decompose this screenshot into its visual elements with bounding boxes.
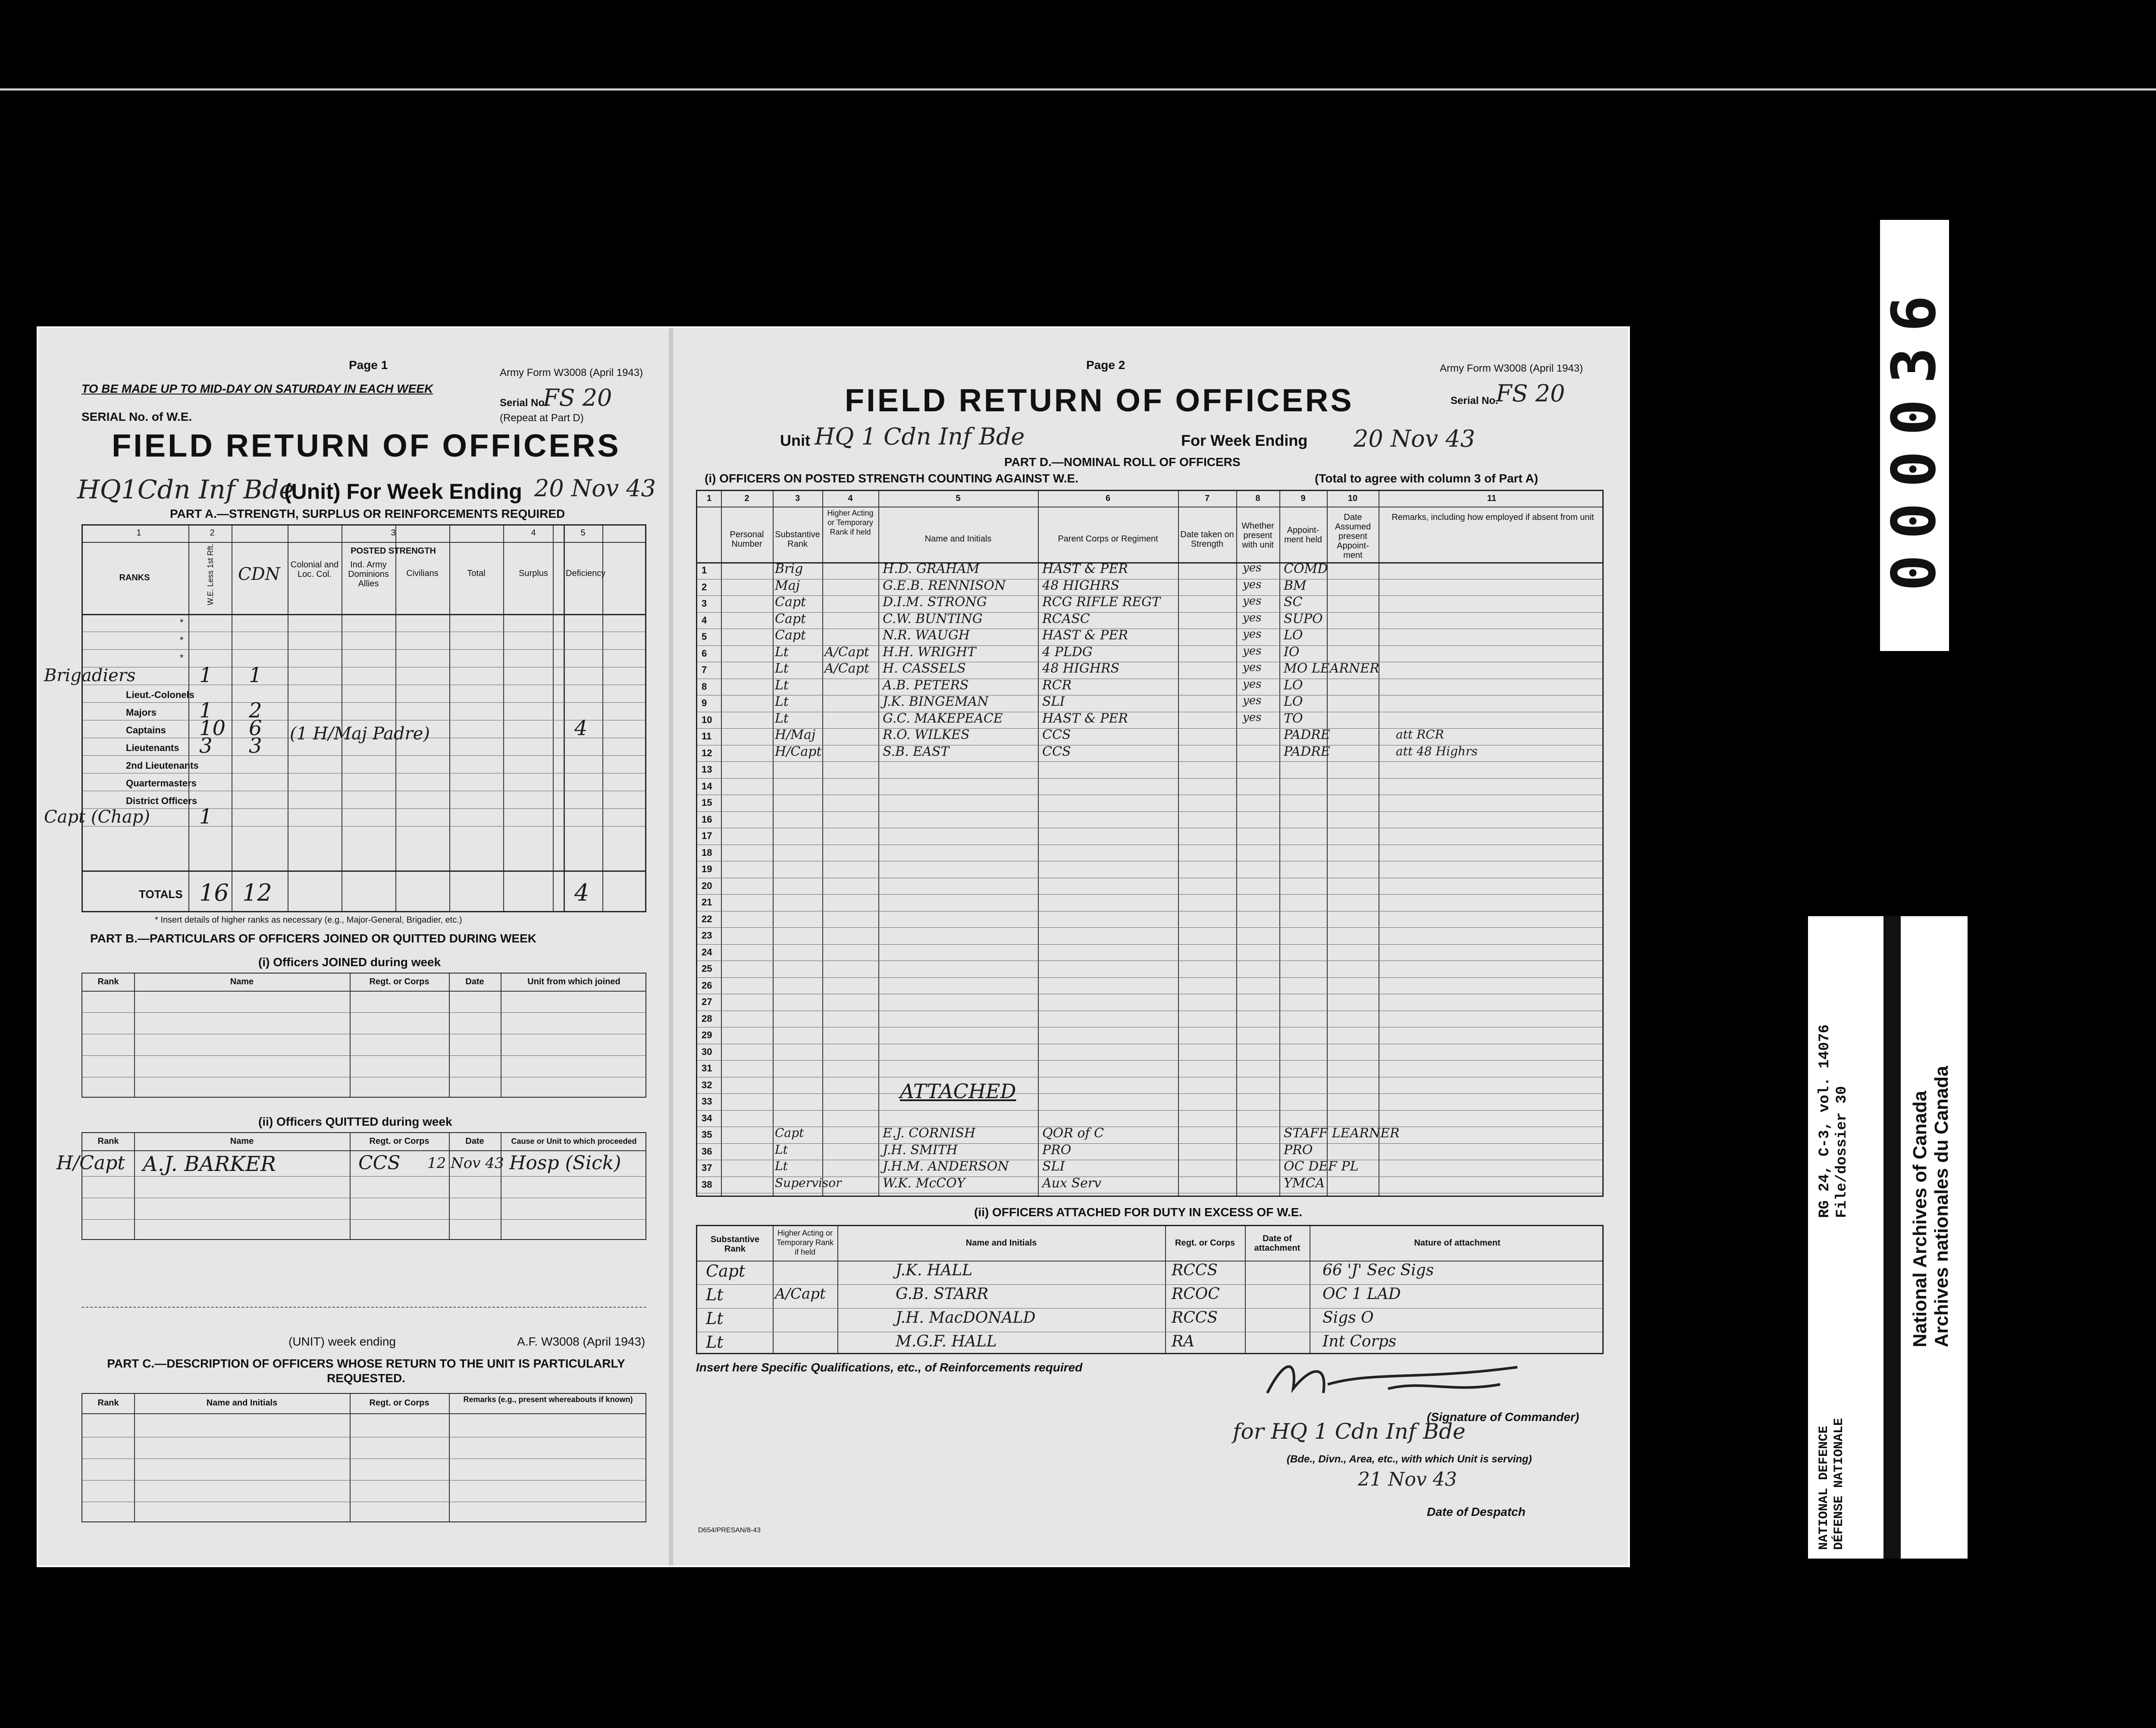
cdn-header: CDN xyxy=(238,564,280,584)
joined-title: (i) Officers JOINED during week xyxy=(258,955,441,969)
roll-acting: A/Capt xyxy=(824,661,869,676)
attached-name: W.K. McCOY xyxy=(883,1175,965,1191)
ex-rank-header: Substantive Rank xyxy=(710,1235,760,1254)
archive-label xyxy=(1808,916,1968,1559)
attached-rank: Supervisor xyxy=(775,1175,842,1190)
week-ending-value: 20 Nov 43 xyxy=(534,475,656,502)
printer-mark: D654/PRESAN/8-43 xyxy=(698,1527,761,1534)
roll-acting: A/Capt xyxy=(824,644,869,660)
roll-name: A.B. PETERS xyxy=(883,677,969,693)
attached-corps: Aux Serv xyxy=(1042,1175,1102,1191)
roll-rank: H/Capt xyxy=(775,744,822,759)
page-2-serial-label: Serial No. xyxy=(1451,395,1498,407)
roll-row-number: 27 xyxy=(702,996,712,1007)
roll-row-number: 10 xyxy=(702,714,712,725)
unit-label-2: Unit xyxy=(780,432,810,449)
roll-col-number: 3 xyxy=(795,494,800,503)
col-num-5: 5 xyxy=(580,528,586,538)
unit-label: (Unit) For Week Ending xyxy=(284,479,522,504)
roll-name: G.C. MAKEPEACE xyxy=(883,711,1003,726)
joined-corps-header: Regt. or Corps xyxy=(369,977,429,986)
roll-col-number: 4 xyxy=(848,494,853,503)
roll-row-number: 28 xyxy=(702,1013,712,1024)
cdn-value: 1 xyxy=(249,663,262,687)
roll-appointment: PADRE xyxy=(1284,744,1330,759)
rank-label: Capt (Chap) xyxy=(44,807,150,827)
roll-present: yes xyxy=(1243,711,1262,724)
col-num-3: 3 xyxy=(391,528,396,538)
rank-label: District Officers xyxy=(126,795,197,806)
rank-marker: * xyxy=(180,617,184,628)
roll-col-number: 1 xyxy=(706,494,712,503)
c-rank-header: Rank xyxy=(97,1398,119,1408)
totals-label: TOTALS xyxy=(139,888,183,901)
joined-date-header: Date xyxy=(465,977,484,986)
cdn-value: 3 xyxy=(249,734,262,758)
roll-row-number: 34 xyxy=(702,1112,712,1124)
roll-name: H.D. GRAHAM xyxy=(883,561,980,576)
roll-row-number: 8 xyxy=(702,681,707,692)
film-edge-line xyxy=(0,88,2156,91)
dept-french: DÉFENSE NATIONALE xyxy=(1832,1418,1846,1550)
roll-row-number: 29 xyxy=(702,1030,712,1040)
roll-appt-header: Appoint- ment held xyxy=(1284,526,1322,545)
rank-label: Brigadiers xyxy=(44,666,136,686)
roll-row-number: 12 xyxy=(702,747,712,758)
c-name-header: Name and Initials xyxy=(206,1398,278,1408)
roll-row-number: 11 xyxy=(702,731,712,742)
roll-name: H. CASSELS xyxy=(883,661,966,676)
roll-corps: HAST & PER xyxy=(1042,711,1128,726)
totals-cdn: 12 xyxy=(242,879,272,906)
ex-corps-header: Regt. or Corps xyxy=(1175,1238,1235,1248)
roll-appointment: BM xyxy=(1284,578,1307,593)
excess-acting: A/Capt xyxy=(775,1285,826,1302)
roll-col-number: 10 xyxy=(1348,494,1358,503)
padre-note: (1 H/Maj Padre) xyxy=(290,724,430,744)
roll-corps: HAST & PER xyxy=(1042,628,1128,643)
roll-row-number: 36 xyxy=(702,1146,712,1157)
roll-corps: 48 HIGHRS xyxy=(1042,661,1119,676)
excess-name: J.H. MacDONALD xyxy=(896,1309,1036,1327)
roll-row-number: 13 xyxy=(702,764,712,775)
nac-french: Archives nationales du Canada xyxy=(1931,1066,1952,1347)
footnote: * Insert details of higher ranks as necessary (e.g., Major-General, Brigadier, etc.) xyxy=(155,915,462,925)
instruction-text: TO BE MADE UP TO MID-DAY ON SATURDAY IN EACH WEEK xyxy=(81,382,433,395)
roll-appointment: TO xyxy=(1284,711,1303,726)
roll-row-number: 15 xyxy=(702,797,712,808)
rank-label: Lieut.-Colonels xyxy=(126,689,194,700)
roll-row-number: 7 xyxy=(702,664,707,675)
roll-row-number: 4 xyxy=(702,614,707,626)
rank-label: 2nd Lieutenants xyxy=(126,760,199,771)
roll-row-number: 32 xyxy=(702,1079,712,1090)
roll-row-number: 2 xyxy=(702,581,707,592)
roll-col-number: 8 xyxy=(1255,494,1260,503)
quitted-title: (ii) Officers QUITTED during week xyxy=(258,1115,452,1128)
formation-label: (Bde., Divn., Area, etc., with which Unit is serving) xyxy=(1287,1453,1532,1465)
part-c-table xyxy=(81,1393,646,1522)
rank-label: Captains xyxy=(126,725,166,736)
roll-corps: CCS xyxy=(1042,727,1071,742)
roll-appointment: SC xyxy=(1284,595,1303,610)
ranks-header: RANKS xyxy=(119,573,150,582)
roll-row-number: 26 xyxy=(702,980,712,991)
roll-corps: 4 PLDG xyxy=(1042,644,1093,660)
roll-name-header: Name and Initials xyxy=(924,534,992,544)
roll-corps: HAST & PER xyxy=(1042,561,1128,576)
roll-name: R.O. WILKES xyxy=(883,727,970,742)
quitted-table xyxy=(56,1132,646,1240)
attached-name: J.H.M. ANDERSON xyxy=(883,1159,1009,1174)
excess-name: G.B. STARR xyxy=(896,1285,989,1303)
roll-rank: Maj xyxy=(775,578,800,593)
roll-col-number: 7 xyxy=(1204,494,1210,503)
quitted-name: A.J. BARKER xyxy=(143,1152,276,1176)
excess-nature: OC 1 LAD xyxy=(1322,1285,1401,1303)
excess-corps: RCCS xyxy=(1172,1309,1218,1327)
roll-acting-header: Higher Acting or Temporary Rank if held xyxy=(827,509,874,536)
roll-rank: Lt xyxy=(775,711,789,726)
quitted-name-header: Name xyxy=(230,1136,254,1146)
ex-acting-header: Higher Acting or Temporary Rank if held xyxy=(776,1229,834,1256)
deficiency-header: Deficiency xyxy=(566,569,606,578)
roll-col-number: 6 xyxy=(1105,494,1111,503)
roll-rank: Lt xyxy=(775,644,789,660)
roll-remarks: att RCR xyxy=(1396,727,1444,742)
serial-label: Serial No. xyxy=(500,397,548,409)
roll-row-number: 35 xyxy=(702,1129,712,1140)
ex-nature-header: Nature of attachment xyxy=(1414,1238,1501,1248)
we-value: 1 xyxy=(199,663,213,687)
sub-i-note: (Total to agree with column 3 of Part A) xyxy=(1315,472,1539,485)
roll-rank: Capt xyxy=(775,595,806,610)
roll-row-number: 14 xyxy=(702,780,712,792)
joined-name-header: Name xyxy=(230,977,254,986)
quitted-cause: Hosp (Sick) xyxy=(509,1152,621,1174)
total-header: Total xyxy=(467,569,486,578)
roll-appointment: LO xyxy=(1284,628,1303,643)
insert-note: Insert here Specific Qualifications, etc., of Reinforcements required xyxy=(696,1361,1083,1374)
roll-corps: CCS xyxy=(1042,744,1071,759)
quitted-corps: CCS xyxy=(358,1152,401,1174)
army-form-label: Army Form W3008 (April 1943) xyxy=(500,367,643,379)
roll-remarks: att 48 Highrs xyxy=(1396,744,1478,758)
totals-we: 16 xyxy=(199,879,229,906)
roll-corps: RCG RIFLE REGT xyxy=(1042,595,1161,610)
roll-name: H.H. WRIGHT xyxy=(883,644,976,660)
roll-name: D.I.M. STRONG xyxy=(883,595,987,610)
totals-deficiency: 4 xyxy=(574,879,589,906)
excess-rank: Lt xyxy=(706,1333,724,1352)
excess-rank: Lt xyxy=(706,1285,724,1304)
posted-strength-header: POSTED STRENGTH xyxy=(351,546,436,556)
dept-english: NATIONAL DEFENCE xyxy=(1817,1425,1831,1550)
page-1-title: FIELD RETURN OF OFFICERS xyxy=(112,428,621,463)
roll-present: yes xyxy=(1243,694,1262,707)
roll-corps: RCR xyxy=(1042,677,1072,693)
roll-row-number: 33 xyxy=(702,1096,712,1107)
roll-col-number: 9 xyxy=(1300,494,1306,503)
joined-rank-header: Rank xyxy=(97,977,119,986)
roll-rank: Capt xyxy=(775,611,806,626)
roll-row-number: 5 xyxy=(702,631,707,642)
nominal-roll-table xyxy=(696,490,1604,1197)
roll-remarks-header: Remarks, including how employed if absent from unit xyxy=(1391,513,1594,522)
roll-appointment: PADRE xyxy=(1284,727,1330,742)
roll-present-header: Whether present with unit xyxy=(1241,521,1274,550)
roll-appointment: SUPO xyxy=(1284,611,1323,626)
roll-row-number: 38 xyxy=(702,1179,712,1190)
attached-rank: Lt xyxy=(775,1159,788,1173)
quitted-date: 12 Nov 43 xyxy=(427,1155,504,1172)
excess-corps: RA xyxy=(1172,1333,1195,1350)
roll-corps: RCASC xyxy=(1042,611,1090,626)
col-num-1: 1 xyxy=(136,528,141,538)
page-1 xyxy=(44,345,664,1548)
rank-marker: * xyxy=(180,652,184,663)
part-c-title: PART C.—DESCRIPTION OF OFFICERS WHOSE RETURN TO THE UNIT IS PARTICULARLY REQUESTED. xyxy=(107,1357,625,1385)
roll-present: yes xyxy=(1243,561,1262,574)
rank-label: Majors xyxy=(126,707,157,718)
roll-rank: H/Maj xyxy=(775,727,816,742)
attached-appointment: YMCA xyxy=(1284,1175,1325,1191)
roll-row-number: 18 xyxy=(702,847,712,858)
unit-value: HQ1Cdn Inf Bde xyxy=(77,475,295,505)
excess-name: M.G.F. HALL xyxy=(896,1333,997,1350)
roll-personal-number-header: Personal Number xyxy=(730,530,764,549)
roll-present: yes xyxy=(1243,578,1262,591)
we-value: 1 xyxy=(199,698,213,723)
roll-col-number: 11 xyxy=(1487,494,1497,503)
roll-present: yes xyxy=(1243,677,1262,691)
col-num-2: 2 xyxy=(210,528,215,538)
roll-rank: Lt xyxy=(775,677,789,693)
page-2-label: Page 2 xyxy=(1086,358,1125,372)
frame-number-stamp xyxy=(1880,220,1949,651)
roll-row-number: 16 xyxy=(702,814,712,825)
excess-corps: RCOC xyxy=(1172,1285,1220,1303)
we-header: W.E. Less 1st Rft. xyxy=(206,543,215,605)
col-num-4: 4 xyxy=(531,528,536,538)
roll-col-number: 2 xyxy=(744,494,749,503)
roll-rank-header: Substantive Rank xyxy=(775,530,820,549)
part-a-title: PART A.—STRENGTH, SURPLUS OR REINFORCEMENTS REQUIRED xyxy=(170,507,565,520)
colonial-header: Colonial and Loc. Col. xyxy=(290,560,339,579)
page-2 xyxy=(685,345,1608,1548)
week-label-2: For Week Ending xyxy=(1181,432,1308,449)
roll-row-number: 17 xyxy=(702,830,712,841)
surplus-header: Surplus xyxy=(519,569,548,578)
archive-file: File/dossier 30 xyxy=(1834,1086,1850,1218)
unit-value-2: HQ 1 Cdn Inf Bde xyxy=(815,423,1025,450)
roll-row-number: 25 xyxy=(702,963,712,974)
roll-row-number: 9 xyxy=(702,698,707,708)
roll-date-header: Date taken on Strength xyxy=(1180,530,1234,549)
despatch-label: Date of Despatch xyxy=(1427,1505,1526,1518)
roll-name: S.B. EAST xyxy=(883,744,950,759)
excess-rank: Lt xyxy=(706,1309,724,1328)
rank-label: Lieutenants xyxy=(126,742,179,753)
ex-date-header: Date of attachment xyxy=(1254,1234,1300,1253)
serial-we-label: SERIAL No. of W.E. xyxy=(81,410,192,423)
roll-corps: SLI xyxy=(1042,694,1065,709)
roll-present: yes xyxy=(1243,644,1262,657)
c-corps-header: Regt. or Corps xyxy=(369,1398,429,1408)
attached-appointment: PRO xyxy=(1284,1142,1313,1158)
roll-name: N.R. WAUGH xyxy=(883,628,970,643)
sub-ii-title: (ii) OFFICERS ATTACHED FOR DUTY IN EXCESS OF W.E. xyxy=(974,1205,1303,1219)
roll-name: J.K. BINGEMAN xyxy=(883,694,989,709)
attached-rank: Capt xyxy=(775,1126,804,1140)
repeat-note: (Repeat at Part D) xyxy=(500,412,584,424)
ind-army-header: Ind. Army Dominions Allies xyxy=(348,560,389,589)
quitted-cause-header: Cause or Unit to which proceeded xyxy=(511,1137,637,1146)
roll-present: yes xyxy=(1243,661,1262,674)
roll-rank: Lt xyxy=(775,694,789,709)
roll-col-number: 5 xyxy=(956,494,961,503)
sub-i-title: (i) OFFICERS ON POSTED STRENGTH COUNTING AGAINST W.E. xyxy=(705,472,1078,485)
attached-appointment: STAFF LEARNER xyxy=(1284,1126,1400,1141)
roll-row-number: 1 xyxy=(702,565,707,576)
archive-reference: RG 24, C-3, vol. 14076 xyxy=(1817,1024,1833,1218)
part-d-title: PART D.—NOMINAL ROLL OF OFFICERS xyxy=(1004,455,1241,469)
roll-present: yes xyxy=(1243,611,1262,624)
roll-row-number: 30 xyxy=(702,1046,712,1057)
part-b-title: PART B.—PARTICULARS OF OFFICERS JOINED OR QUITTED DURING WEEK xyxy=(90,932,536,945)
page-2-title: FIELD RETURN OF OFFICERS xyxy=(845,382,1354,418)
quitted-rank: H/Capt xyxy=(56,1152,125,1174)
roll-corps: 48 HIGHRS xyxy=(1042,578,1119,593)
roll-appointment: IO xyxy=(1284,644,1300,660)
roll-present: yes xyxy=(1243,628,1262,641)
roll-present: yes xyxy=(1243,595,1262,607)
excess-nature: 66 'J' Sec Sigs xyxy=(1322,1262,1434,1279)
joined-table xyxy=(81,973,646,1098)
attached-corps: SLI xyxy=(1042,1159,1065,1174)
we-value: 10 xyxy=(199,716,226,740)
page-fold xyxy=(669,328,673,1565)
roll-name: G.E.B. RENNISON xyxy=(883,578,1006,593)
cdn-value: 6 xyxy=(249,716,262,740)
deficiency-value: 4 xyxy=(574,716,588,740)
formation-value: for HQ 1 Cdn Inf Bde xyxy=(1233,1419,1466,1444)
commander-signature xyxy=(1259,1354,1526,1410)
roll-row-number: 24 xyxy=(702,946,712,958)
roll-rank: Brig xyxy=(775,561,803,576)
ex-name-header: Name and Initials xyxy=(965,1238,1037,1248)
page-2-army-form: Army Form W3008 (April 1943) xyxy=(1440,363,1583,374)
we-value: 3 xyxy=(199,734,213,758)
quitted-rank-header: Rank xyxy=(97,1136,119,1146)
attached-appointment: OC DEF PL xyxy=(1284,1159,1359,1174)
field-return-sheet xyxy=(37,326,1630,1567)
c-remarks-header: Remarks (e.g., present whereabouts if known) xyxy=(463,1395,633,1404)
roll-row-number: 21 xyxy=(702,897,712,908)
rank-label: Quartermasters xyxy=(126,778,197,789)
quitted-corps-header: Regt. or Corps xyxy=(369,1136,429,1146)
rank-marker: * xyxy=(180,635,184,645)
cdn-value: 2 xyxy=(249,698,262,723)
part-c-unit-label: (UNIT) week ending xyxy=(288,1335,396,1348)
quitted-date-header: Date xyxy=(465,1136,484,1146)
excess-nature: Int Corps xyxy=(1322,1333,1397,1350)
attached-heading: ATTACHED xyxy=(900,1080,1016,1103)
part-a-table xyxy=(44,524,646,912)
roll-row-number: 37 xyxy=(702,1162,712,1173)
page-2-serial-value: FS 20 xyxy=(1496,380,1565,407)
excess-nature: Sigs O xyxy=(1322,1309,1374,1327)
nac-english: National Archives of Canada xyxy=(1909,1091,1930,1347)
excess-table xyxy=(696,1225,1604,1354)
civilians-header: Civilians xyxy=(406,569,439,578)
we-value: 1 xyxy=(199,805,213,829)
attached-corps: QOR of C xyxy=(1042,1126,1104,1141)
attached-name: J.H. SMITH xyxy=(883,1142,958,1158)
roll-appointment: LO xyxy=(1284,677,1303,693)
serial-value: FS 20 xyxy=(543,384,612,411)
despatch-value: 21 Nov 43 xyxy=(1358,1468,1457,1490)
roll-date-appt-header: Date Assumed present Appoint- ment xyxy=(1335,513,1371,560)
excess-rank: Capt xyxy=(706,1262,746,1280)
excess-corps: RCCS xyxy=(1172,1262,1218,1279)
roll-row-number: 31 xyxy=(702,1063,712,1074)
roll-row-number: 3 xyxy=(702,598,707,609)
roll-row-number: 6 xyxy=(702,648,707,659)
roll-row-number: 23 xyxy=(702,930,712,941)
attached-rank: Lt xyxy=(775,1142,788,1157)
roll-corps-header: Parent Corps or Regiment xyxy=(1058,534,1158,544)
roll-rank: Lt xyxy=(775,661,789,676)
roll-rank: Capt xyxy=(775,628,806,643)
week-value-2: 20 Nov 43 xyxy=(1354,425,1476,452)
roll-row-number: 22 xyxy=(702,913,712,924)
joined-unit-header: Unit from which joined xyxy=(527,977,620,986)
excess-name: J.K. HALL xyxy=(896,1262,973,1279)
part-c-form-label: A.F. W3008 (April 1943) xyxy=(517,1335,646,1348)
roll-row-number: 20 xyxy=(702,880,712,891)
frame-number: 000036 xyxy=(1879,280,1949,591)
page-1-label: Page 1 xyxy=(349,358,388,372)
roll-appointment: COMD xyxy=(1284,561,1328,576)
signature-label: (Signature of Commander) xyxy=(1427,1410,1579,1424)
attached-corps: PRO xyxy=(1042,1142,1072,1158)
roll-row-number: 19 xyxy=(702,864,712,874)
roll-name: C.W. BUNTING xyxy=(883,611,983,626)
roll-appointment: MO LEARNER xyxy=(1284,661,1379,676)
attached-name: E.J. CORNISH xyxy=(883,1126,976,1141)
roll-appointment: LO xyxy=(1284,694,1303,709)
